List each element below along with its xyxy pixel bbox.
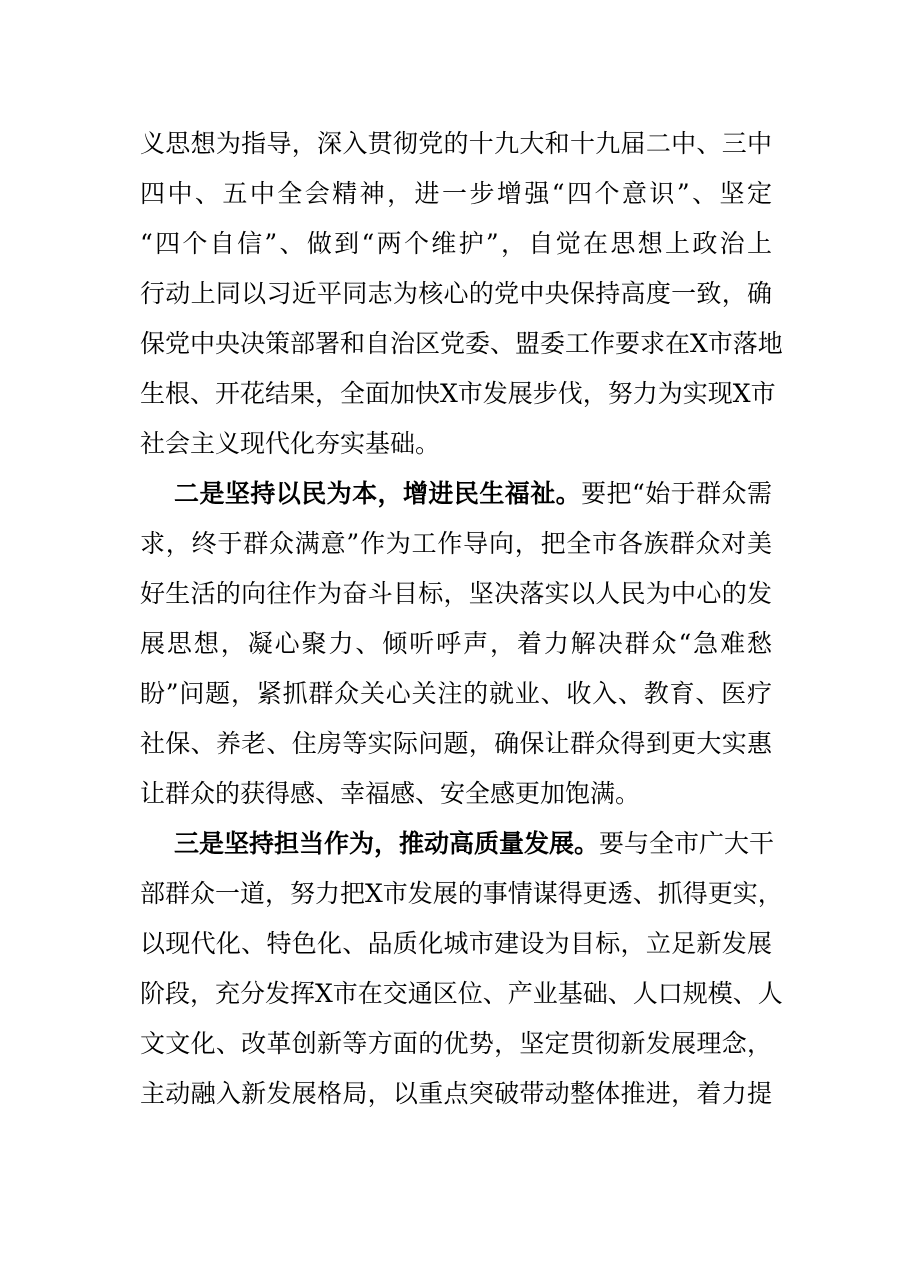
paragraph-heading-line: 三是坚持担当作为，推动高质量发展。要与全市广大干 — [174, 829, 775, 858]
text-line: 保党中央决策部署和自治区党委、盟委工作要求在X市落地 — [140, 329, 783, 358]
text-line: 主动融入新发展格局，以重点突破带动整体推进，着力提 — [140, 1079, 772, 1108]
paragraph-heading: 三是坚持担当作为，推动高质量发展。 — [174, 829, 600, 858]
text-line: 文文化、改革创新等方面的优势，坚定贯彻新发展理念， — [140, 1029, 772, 1058]
text-line: 社会主义现代化夯实基础。 — [140, 429, 441, 458]
text-line: 生根、开花结果，全面加快X市发展步伐，努力为实现X市 — [140, 379, 776, 408]
text-line: 好生活的向往作为奋斗目标，坚决落实以人民为中心的发 — [140, 579, 772, 608]
text-line: 部群众一道，努力把X市发展的事情谋得更透、抓得更实， — [140, 879, 783, 908]
text-line: 社保、养老、住房等实际问题，确保让群众得到更大实惠 — [140, 729, 772, 758]
text-line: 行动上同以习近平同志为核心的党中央保持高度一致，确 — [140, 279, 772, 308]
text-line: 盼”问题，紧抓群众关心关注的就业、收入、教育、医疗 — [140, 679, 772, 708]
text-line: 义思想为指导，深入贯彻党的十九大和十九届二中、三中 — [140, 129, 772, 158]
paragraph-heading: 二是坚持以民为本，增进民生福祉。 — [174, 479, 582, 508]
text-line: 展思想，凝心聚力、倾听呼声，着力解决群众“急难愁 — [140, 629, 772, 658]
text-line: 以现代化、特色化、品质化城市建设为目标，立足新发展 — [140, 929, 772, 958]
text-line: “四个自信”、做到“两个维护”，自觉在思想上政治上 — [140, 229, 772, 258]
text-line: 求，终于群众满意”作为工作导向，把全市各族群众对美 — [140, 529, 772, 558]
paragraph-heading-line: 二是坚持以民为本，增进民生福祉。要把“始于群众需 — [174, 479, 772, 508]
text-line: 阶段，充分发挥X市在交通区位、产业基础、人口规模、人 — [140, 979, 783, 1008]
text-line: 让群众的获得感、幸福感、安全感更加饱满。 — [140, 779, 641, 808]
text-line: 四中、五中全会精神，进一步增强“四个意识”、坚定 — [140, 179, 772, 208]
